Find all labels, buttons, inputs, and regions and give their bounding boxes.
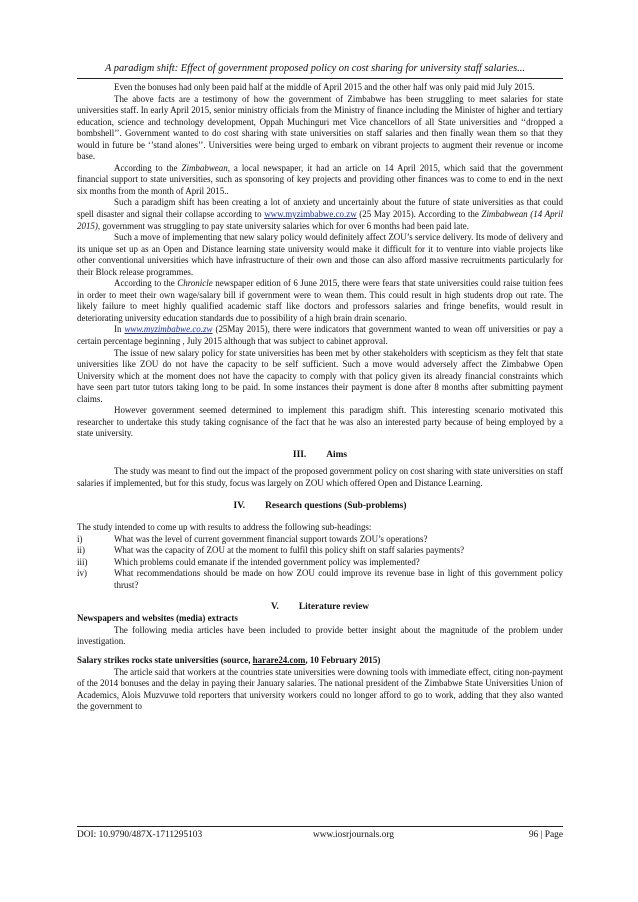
list-item	[77, 557, 563, 569]
research-questions-intro: The study intended to come up with results to address the following sub-headings:	[77, 522, 372, 533]
section-heading-aims	[77, 449, 563, 461]
paragraph-8: The issue of new salary policy for state universities has been met by other stakeholders with scepticism as they felt that state universities like ZOU do not have the capacity to be self sufficient. Such a move would adversely affect the Zimbabwe Open University which at the moment does not have the capacity to comply with that policy given its already financial constraints which have seen part tutor tutors taking long to be paid. In some instances their payment is done after 8 months after submitting payment claims.	[77, 347, 563, 404]
article-title-b: , 10 February 2015)	[305, 654, 381, 665]
section-title: Research questions (Sub-problems)	[265, 501, 407, 512]
list-item-number: i)	[77, 533, 83, 544]
list-item-text: Which problems could emanate if the intended government policy was implemented?	[114, 556, 420, 567]
paragraph-3-text-b: , a local newspaper, it had an article on 14 April 2015, which said that the government financial support to state universities, such as sponsoring of key projects and providing other finances was to come to end in the next six months from the month of April 2015..	[77, 162, 564, 196]
paragraph-1: Even the bonuses had only been paid half at the middle of April 2015 and the other half was only paid mid July 2015.	[114, 82, 535, 92]
footer-rule	[77, 826, 563, 827]
media-extracts-subheading: Newspapers and websites (media) extracts	[77, 613, 238, 624]
paragraph-2: The above facts are a testimony of how the government of Zimbabwe has been struggling to meet salaries for state universities staff. In early April 2015, senior ministry officials from the Ministry of finance including the Minister of higher and tertiary education, science and technology development, Oppah Muchinguri met Vice chancellors of all State universities and ‘‘dropped a bombshell’’. Government wanted to do cost sharing with state universities on staff salaries and then finally wean them so that they would in future be ‘’stand alones’’. Universities were being urged to embark on vibrant projects to augment their revenue or income base.	[77, 93, 563, 162]
list-item	[77, 568, 563, 591]
section-title: Aims	[326, 449, 348, 460]
list-item	[77, 534, 563, 546]
list-item-text: What recommendations should be made on how ZOU could improve its revenue base in light of this government policy thrust?	[114, 568, 563, 590]
source-chronicle: Chronicle	[177, 278, 213, 289]
paragraph-6	[77, 278, 563, 324]
running-head: A paradigm shift: Effect of government proposed policy on cost sharing for university staff salaries...	[105, 63, 525, 74]
list-item-text: What was the level of current government financial support towards ZOU’s operations?	[114, 533, 428, 544]
list-item-text: What was the capacity of ZOU at the moment to fulfil this policy shift on staff salaries payments?	[114, 545, 465, 556]
research-questions-list	[77, 534, 563, 592]
paragraph-3	[77, 163, 563, 198]
list-item-number: ii)	[77, 545, 85, 556]
spacer	[77, 648, 563, 655]
paragraph-4-text-c: , government was struggling to pay state university salaries which for over 6 months had been paid late.	[97, 220, 469, 231]
paragraph-6-text-b: newspaper edition of 6 June 2015, there were fears that state universities could raise tuition fees in order to meet their own wage/salary bill if government were to wean them. This could result in high students drop out rate. The likely failure to meet highly qualified academic staff like doctors and professors salaries and fringe benefits, would result in deteriorating university education standards due to possibility of a high brain drain scenario.	[77, 278, 564, 323]
section-number: IV.	[233, 501, 246, 512]
section-heading-research-questions	[77, 500, 563, 512]
article-paragraph: The article said that workers at the countries state universities were downing tools with immediate effect, citing non-payment of the 2014 bonuses and the delay in paying their January salaries. The national president of the Zimbabwe State Universities Union of Academics, Alois Muzvuwe told reporters that university workers could no longer afford to go to work, adding that they also wanted the government to	[77, 666, 563, 712]
page-body	[77, 82, 563, 713]
article-title	[77, 655, 563, 667]
footer-site: www.iosrjournals.org	[313, 830, 394, 840]
paragraph-6-text-a: According to the	[114, 278, 178, 289]
list-item	[77, 545, 563, 557]
section-number: V.	[270, 602, 279, 613]
source-zimbabwean: Zimbabwean	[181, 162, 228, 173]
paragraph-4-text-b: (25 May 2015). According to the	[356, 209, 482, 220]
media-extracts-intro: The following media articles have been included to provide better insight about the magnitude of the problem under investigation.	[77, 624, 563, 647]
article-title-a: Salary strikes rocks state universities (source,	[77, 654, 253, 665]
paragraph-7-text-a: In	[114, 324, 125, 335]
myzimbabwe-link[interactable]: www.myzimbabwe.co.zw	[264, 209, 357, 220]
paragraph-5: Such a move of implementing that new salary policy would definitely affect ZOU’s service delivery. Its mode of delivery and its unique set up as an Open and Distance learning state university would make it difficult for it to venture into viable projects like other conventional universities which have infrastructure of their own and those can also afford massive recruitments particularly for their Block release programmes.	[77, 232, 563, 277]
paragraph-3-text-a: According to the	[114, 162, 182, 173]
footer-doi: DOI: 10.9790/487X-1711295103	[77, 830, 203, 840]
header-rule	[77, 78, 563, 79]
paragraph-7-text-b: (25May 2015), there were indicators that government wanted to wean off universities or pay a certain percentage beginning , July 2015 although that was subject to cabinet approval.	[77, 324, 563, 347]
paragraph-4-text-a: Such a paradigm shift has been creating a lot of anxiety and uncertainly about the future of state universities as that could spell disaster and signal their collapse according to	[77, 197, 563, 220]
footer-page-number: 96 | Page	[528, 830, 563, 840]
myzimbabwe-link-2[interactable]: www.myzimbabwe.co.zw	[124, 324, 213, 335]
section-heading-literature-review	[77, 601, 563, 613]
paragraph-9: However government seemed determined to implement this paradigm shift. This interesting scenario motivated this researcher to undertake this study taking cognisance of the fact that he was also an interested party because of being employed by a state university.	[77, 405, 563, 439]
source-zimbabwean-date: Zimbabwean (14 April 2015)	[77, 209, 563, 231]
paragraph-4	[77, 197, 563, 232]
aims-paragraph: The study was meant to find out the impact of the proposed government policy on cost sharing with state universities on staff salaries if implemented, but for this study, focus was largely on ZOU which offered Open and Distance Learning.	[77, 465, 563, 488]
list-item-number: iv)	[77, 568, 87, 579]
section-title: Literature review	[298, 602, 370, 613]
paragraph-7	[77, 324, 563, 347]
list-item-number: iii)	[77, 556, 88, 567]
section-number: III.	[292, 449, 307, 460]
harare24-link[interactable]: harare24.com	[252, 654, 306, 665]
